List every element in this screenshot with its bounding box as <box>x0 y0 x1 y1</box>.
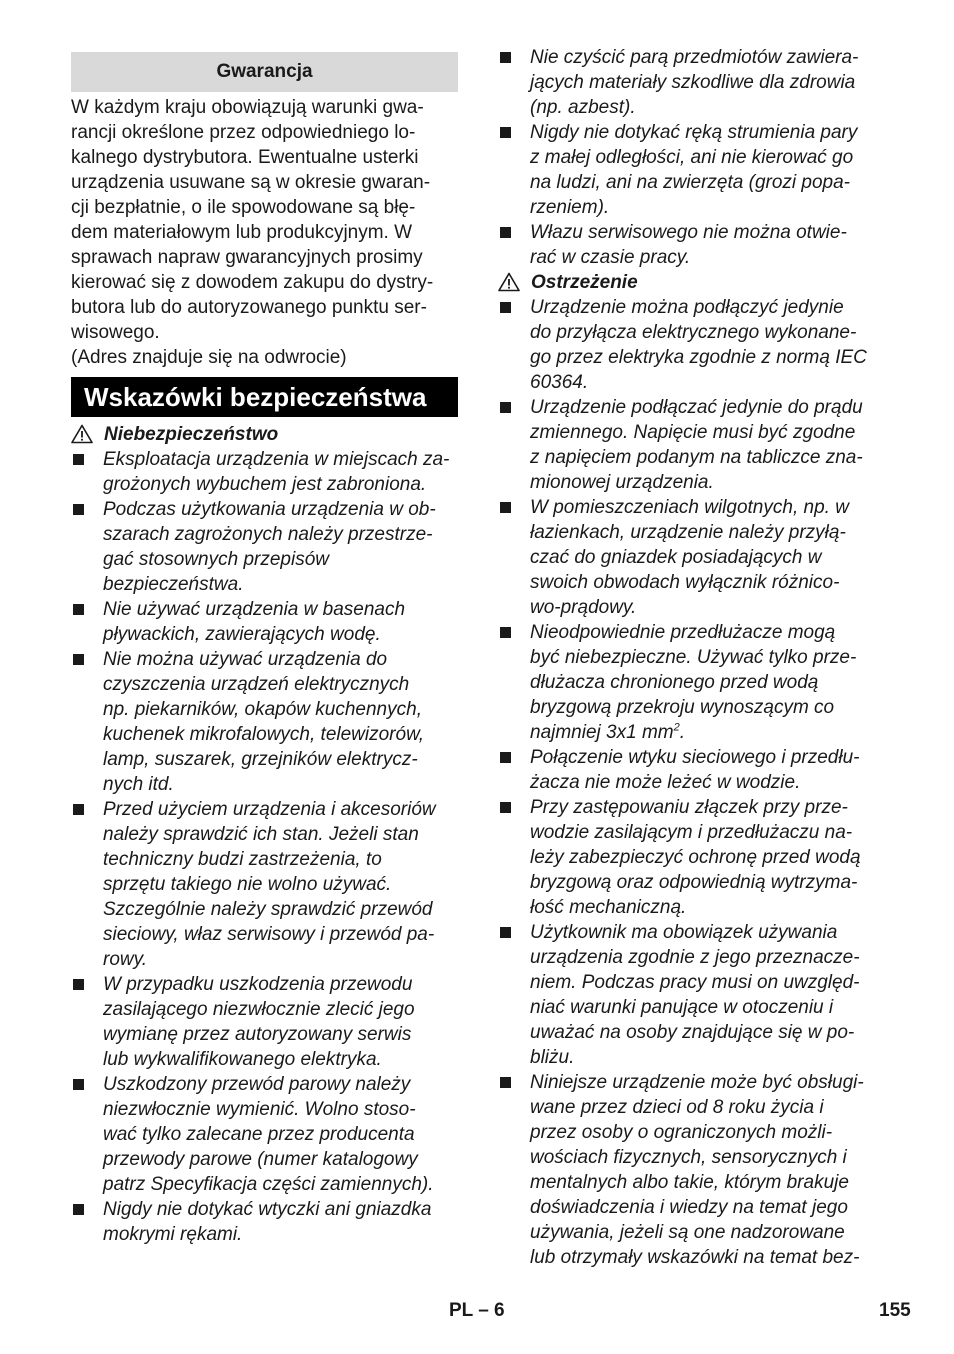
square-bullet-icon <box>73 654 84 665</box>
list-item-text: Połączenie wtyku sieciowego i przedłu- <box>530 747 860 768</box>
list-item <box>71 972 458 1072</box>
guarantee-line: dem materiałowym lub produkcyjnym. W <box>71 222 413 243</box>
guarantee-line: kierować się z dowodem zakupu do dystry- <box>71 272 434 293</box>
list-item-text: techniczny budzi zastrzeżenia, to <box>103 849 382 870</box>
list-item-line <box>103 722 458 747</box>
square-bullet-icon <box>73 1079 84 1090</box>
list-item-text: Urządzenie podłączać jedynie do prądu <box>530 397 863 418</box>
list-item-text: go przez elektryka zgodnie z normą IEC <box>530 347 867 368</box>
danger-label: Niebezpieczeństwo <box>104 424 279 445</box>
square-bullet-icon <box>500 302 511 313</box>
guarantee-line: kalnego dystrybutora. Ewentualne usterki <box>71 147 419 168</box>
chapter-title-safety: Wskazówki bezpieczeństwa <box>71 377 458 417</box>
warning-list <box>498 295 886 1270</box>
list-item-line <box>103 972 458 997</box>
list-item-line <box>530 1245 886 1270</box>
list-item-line <box>103 1022 458 1047</box>
list-item-line <box>103 872 458 897</box>
section-heading-guarantee: Gwarancja <box>71 52 458 92</box>
list-item-line <box>530 1170 886 1195</box>
list-item-text: Szczególnie należy sprawdzić przewód <box>103 899 433 920</box>
list-item-line <box>530 195 886 220</box>
list-item-text: patrz Specyfikacja części zamiennych). <box>103 1174 434 1195</box>
list-item-line <box>103 622 458 647</box>
list-item-text: nych itd. <box>103 774 174 795</box>
list-item-line <box>530 370 886 395</box>
list-item-text: zmiennego. Napięcie musi być zgodne <box>530 422 856 443</box>
list-item-text: leży zabezpieczyć ochronę przed wodą <box>530 847 861 868</box>
list-item-text: swoich obwodach wyłącznik różnico- <box>530 572 840 593</box>
list-item-text: Eksploatacja urządzenia w miejscach za- <box>103 449 450 470</box>
square-bullet-icon <box>500 127 511 138</box>
square-bullet-icon <box>500 1077 511 1088</box>
list-item-line <box>530 220 886 245</box>
list-item-line <box>530 820 886 845</box>
list-item-text: Uszkodzony przewód parowy należy <box>103 1074 411 1095</box>
list-item-text: bryzgową oraz odpowiednią wytrzyma- <box>530 872 858 893</box>
list-item-text: lamp, suszarek, grzejników elektrycz- <box>103 749 418 770</box>
guarantee-line: sprawach napraw gwarancyjnych prosimy <box>71 247 423 268</box>
list-item-line <box>530 570 886 595</box>
list-item-line <box>103 922 458 947</box>
list-item-line <box>103 847 458 872</box>
list-item-text: bryzgową przekroju wynoszącym co <box>530 697 835 718</box>
list-item-text: wane przez dzieci od 8 roku życia i <box>530 1097 824 1118</box>
list-item-line <box>530 295 886 320</box>
list-item-line <box>530 670 886 695</box>
square-bullet-icon <box>73 454 84 465</box>
list-item <box>498 220 886 270</box>
list-item-line <box>103 1197 458 1222</box>
list-item <box>71 447 458 497</box>
list-item-line <box>103 572 458 597</box>
list-item-text: doświadczenia i wiedzy na temat jego <box>530 1197 848 1218</box>
list-item <box>71 1072 458 1197</box>
list-item-line <box>103 597 458 622</box>
list-item-line <box>530 1070 886 1095</box>
list-item-line <box>530 1220 886 1245</box>
list-item-line <box>530 1145 886 1170</box>
list-item-line <box>530 945 886 970</box>
address-note: (Adres znajduje się na odwrocie) <box>71 347 347 368</box>
left-column <box>71 52 458 1247</box>
list-item <box>498 120 886 220</box>
list-item-line <box>103 772 458 797</box>
list-item-text: mentalnych albo takie, którym brakuje <box>530 1172 849 1193</box>
list-item-text: zasilającego niezwłocznie zlecić jego <box>103 999 415 1020</box>
list-item-line <box>103 472 458 497</box>
list-item-line <box>103 497 458 522</box>
list-item-text: sprzętu takiego nie wolno używać. <box>103 874 392 895</box>
square-bullet-icon <box>500 227 511 238</box>
guarantee-line: butora lub do autoryzowanego punktu ser- <box>71 297 427 318</box>
square-bullet-icon <box>73 504 84 515</box>
list-item-line <box>103 747 458 772</box>
list-item-line <box>530 970 886 995</box>
list-item-text: dłużacza chronionego przed wodą <box>530 672 819 693</box>
list-item-line <box>103 1122 458 1147</box>
list-item <box>498 1070 886 1270</box>
list-item <box>498 45 886 120</box>
list-item-text: Użytkownik ma obowiązek używania <box>530 922 838 943</box>
list-item-line <box>103 822 458 847</box>
list-item-text: z małej odległości, ani nie kierować go <box>530 147 854 168</box>
warning-label: Ostrzeżenie <box>531 272 638 293</box>
list-item-line <box>530 745 886 770</box>
list-item-line <box>103 797 458 822</box>
list-item-line <box>530 45 886 70</box>
list-item-text: niezwłocznie wymienić. Wolno stoso- <box>103 1099 416 1120</box>
list-item <box>498 795 886 920</box>
list-item-text: bliżu. <box>530 1047 575 1068</box>
list-item <box>498 745 886 795</box>
list-item-text: Przed użyciem urządzenia i akcesoriów <box>103 799 436 820</box>
list-item-text: sieciowy, właz serwisowy i przewód pa- <box>103 924 435 945</box>
guarantee-line: cji bezpłatnie, o ile spowodowane są błę- <box>71 197 416 218</box>
list-item <box>498 295 886 395</box>
list-item-text: W przypadku uszkodzenia przewodu <box>103 974 413 995</box>
square-bullet-icon <box>500 502 511 513</box>
list-item <box>71 597 458 647</box>
list-item-text: szarach zagrożonych należy przestrze- <box>103 524 433 545</box>
danger-heading <box>71 422 458 447</box>
square-bullet-icon <box>500 752 511 763</box>
list-item-line <box>103 447 458 472</box>
list-item-line <box>530 495 886 520</box>
list-item-line <box>530 895 886 920</box>
list-item-text: być niebezpieczne. Używać tylko prze- <box>530 647 857 668</box>
list-item-line <box>530 470 886 495</box>
guarantee-line: W każdym kraju obowiązują warunki gwa- <box>71 97 424 118</box>
list-item-text: Urządzenie można podłączyć jedynie <box>530 297 844 318</box>
superscript-suffix: . <box>679 722 686 743</box>
list-item-line <box>530 695 886 720</box>
list-item-line <box>530 870 886 895</box>
list-item-text: Nie można używać urządzenia do <box>103 649 388 670</box>
list-item-text: lub wykwalifikowanego elektryka. <box>103 1049 382 1070</box>
list-item-text: rzeniem). <box>530 197 610 218</box>
list-item-line <box>530 95 886 120</box>
list-item-text: przewody parowe (numer katalogowy <box>103 1149 418 1170</box>
square-bullet-icon <box>73 1204 84 1215</box>
list-item <box>71 797 458 972</box>
list-item-line <box>530 620 886 645</box>
list-item-line <box>530 420 886 445</box>
list-item-line <box>530 445 886 470</box>
square-bullet-icon <box>500 802 511 813</box>
footer-section-code: PL – 6 <box>449 1300 505 1321</box>
list-item-line <box>103 997 458 1022</box>
list-item-text: używania, jeżeli są one nadzorowane <box>530 1222 845 1243</box>
list-item-text: Nie używać urządzenia w basenach <box>103 599 406 620</box>
warning-heading <box>498 270 886 295</box>
list-item <box>498 395 886 495</box>
square-bullet-icon <box>73 979 84 990</box>
warning-triangle-icon <box>498 272 520 292</box>
list-item-line <box>103 547 458 572</box>
list-item-line <box>530 1195 886 1220</box>
list-item-line <box>103 1047 458 1072</box>
list-item-text: Nie czyścić parą przedmiotów zawiera- <box>530 47 859 68</box>
list-item-text: rowy. <box>103 949 147 970</box>
list-item <box>71 1197 458 1247</box>
list-item-line <box>530 795 886 820</box>
danger-list <box>71 447 458 1247</box>
list-item-text: wo-prądowy. <box>530 597 637 618</box>
list-item-line <box>103 522 458 547</box>
list-item-text: np. piekarników, okapów kuchennych, <box>103 699 422 720</box>
list-item-text: Włazu serwisowego nie można otwie- <box>530 222 847 243</box>
list-item-line <box>530 345 886 370</box>
list-item-text: należy sprawdzić ich stan. Jeżeli stan <box>103 824 419 845</box>
right-column <box>498 45 886 1270</box>
list-item-text: przez osoby o ograniczonych możli- <box>530 1122 833 1143</box>
list-item-line <box>530 845 886 870</box>
guarantee-line: rancji określone przez odpowiedniego lo- <box>71 122 416 143</box>
list-item-text: Niniejsze urządzenie może być obsługi- <box>530 1072 864 1093</box>
list-item-line <box>103 1222 458 1247</box>
square-bullet-icon <box>500 927 511 938</box>
list-item-text: czać do gniazdek posiadających w <box>530 547 822 568</box>
list-item-line <box>530 770 886 795</box>
list-item-text: do przyłącza elektrycznego wykonane- <box>530 322 857 343</box>
list-item-text: niać warunki panujące w otoczeniu i <box>530 997 834 1018</box>
list-item-text: mionowej urządzenia. <box>530 472 714 493</box>
list-item-line <box>530 920 886 945</box>
superscript: 2 <box>673 721 680 734</box>
list-item-text: na ludzi, ani na zwierzęta (grozi popa- <box>530 172 851 193</box>
list-item-line <box>530 520 886 545</box>
list-item-line <box>530 1120 886 1145</box>
list-item-line <box>530 545 886 570</box>
list-item-text: Podczas użytkowania urządzenia w ob- <box>103 499 436 520</box>
list-item-line <box>103 1147 458 1172</box>
list-item-text: bezpieczeństwa. <box>103 574 244 595</box>
list-item-text: (np. azbest). <box>530 97 636 118</box>
list-item-line <box>530 1095 886 1120</box>
square-bullet-icon <box>500 627 511 638</box>
list-item-text: wodzie zasilającym i przedłużaczu na- <box>530 822 853 843</box>
list-item-line <box>103 1172 458 1197</box>
list-item-text: czyszczenia urządzeń elektrycznych <box>103 674 410 695</box>
list-item-line <box>530 145 886 170</box>
list-item-text: mokrymi rękami. <box>103 1224 243 1245</box>
list-item-text: gać stosownych przepisów <box>103 549 329 570</box>
list-item-text: Nigdy nie dotykać ręką strumienia pary <box>530 122 858 143</box>
list-item-text: łazienkach, urządzenie należy przyłą- <box>530 522 846 543</box>
guarantee-line: urządzenia usuwane są w okresie gwaran- <box>71 172 431 193</box>
list-item-line <box>530 395 886 420</box>
list-item-text: najmniej 3x1 mm <box>530 722 674 743</box>
list-item-line <box>530 320 886 345</box>
list-item-text: pływackich, zawierających wodę. <box>103 624 381 645</box>
warning-triangle-icon <box>71 424 93 444</box>
list-item-text: lub otrzymały wskazówki na temat bez- <box>530 1247 860 1268</box>
steam-safety-list <box>498 45 886 270</box>
list-item-text: uważać na osoby znajdujące się w po- <box>530 1022 855 1043</box>
list-item-line <box>103 672 458 697</box>
list-item-line <box>530 1020 886 1045</box>
list-item-line <box>530 995 886 1020</box>
list-item-text: kuchenek mikrofalowych, telewizorów, <box>103 724 425 745</box>
list-item-text: rać w czasie pracy. <box>530 247 691 268</box>
list-item-line <box>530 645 886 670</box>
list-item <box>71 647 458 797</box>
list-item-line <box>103 1097 458 1122</box>
list-item-text: Nigdy nie dotykać wtyczki ani gniazdka <box>103 1199 432 1220</box>
list-item-line <box>530 595 886 620</box>
list-item-text: Przy zastępowaniu złączek przy prze- <box>530 797 848 818</box>
list-item-line <box>103 1072 458 1097</box>
list-item-line <box>103 947 458 972</box>
list-item-line <box>530 1045 886 1070</box>
list-item-line <box>103 647 458 672</box>
list-item-line <box>103 897 458 922</box>
list-item-line <box>530 720 886 745</box>
list-item-line <box>103 697 458 722</box>
list-item-text: wymianę przez autoryzowany serwis <box>103 1024 412 1045</box>
square-bullet-icon <box>73 604 84 615</box>
guarantee-paragraph <box>71 95 458 345</box>
list-item <box>71 497 458 597</box>
list-item-text: W pomieszczeniach wilgotnych, np. w <box>530 497 849 518</box>
list-item-line <box>530 70 886 95</box>
list-item-text: grożonych wybuchem jest zabroniona. <box>103 474 427 495</box>
square-bullet-icon <box>73 804 84 815</box>
list-item <box>498 495 886 620</box>
list-item-text: wościach fizycznych, sensorycznych i <box>530 1147 847 1168</box>
list-item-text: urządzenia zgodnie z jego przeznacze- <box>530 947 860 968</box>
list-item-text: wać tylko zalecane przez producenta <box>103 1124 415 1145</box>
list-item-line <box>530 245 886 270</box>
list-item-text: jących materiały szkodliwe dla zdrowia <box>530 72 856 93</box>
square-bullet-icon <box>500 52 511 63</box>
list-item-text: 60364. <box>530 372 589 393</box>
list-item-text: łość mechaniczną. <box>530 897 687 918</box>
list-item-text: żacza nie może leżeć w wodzie. <box>530 772 801 793</box>
list-item-line <box>530 170 886 195</box>
square-bullet-icon <box>500 402 511 413</box>
list-item-text: Nieodpowiednie przedłużacze mogą <box>530 622 836 643</box>
footer-page-number: 155 <box>879 1300 911 1321</box>
list-item <box>498 620 886 745</box>
list-item-text: niem. Podczas pracy musi on uwzględ- <box>530 972 860 993</box>
guarantee-line: wisowego. <box>71 322 160 343</box>
list-item-text: z napięciem podanym na tabliczce zna- <box>530 447 863 468</box>
list-item <box>498 920 886 1070</box>
list-item-line <box>530 120 886 145</box>
